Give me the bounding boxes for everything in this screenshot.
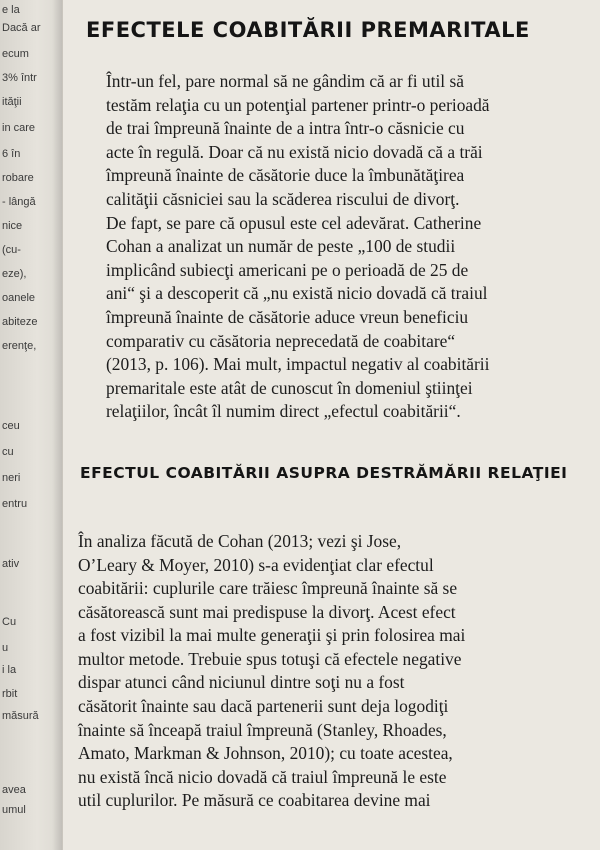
book-page	[78, 14, 576, 813]
text-line: de trai împreună înainte de a intra într-o căsnicie cu	[106, 118, 465, 139]
text-line: acte în regulă. Doar că nu există nicio dovadă că a trăi	[106, 141, 483, 162]
left-page-text-fragment: ativ	[2, 558, 20, 570]
left-page-text-fragment: nice	[2, 220, 23, 232]
left-page-text-fragment: avea	[2, 784, 26, 796]
paragraph-premarital-cohabitation	[106, 70, 576, 424]
left-page-text-fragment: ceu	[2, 420, 20, 432]
left-page-text-fragment: ităţii	[2, 96, 22, 108]
page-gutter-shadow	[52, 0, 62, 850]
left-page-text-fragment: rbit	[2, 688, 18, 700]
left-page-text-fragment: in care	[2, 122, 36, 134]
text-line: relaţiilor, încât îl numim direct „efectul coabitării“.	[106, 401, 461, 422]
left-page-text-fragment: umul	[2, 804, 26, 816]
text-line: În analiza făcută de Cohan (2013; vezi şi Jose,	[78, 530, 402, 551]
text-line: calităţii căsniciei sau la scăderea riscului de divorţ.	[106, 188, 460, 209]
left-page-text-fragment: Dacă ar	[2, 22, 41, 34]
left-page-text-fragment: neri	[2, 472, 21, 484]
text-line: O’Leary & Moyer, 2010) s-a evidenţiat clar efectul	[78, 554, 434, 575]
left-page-text-fragment: - lângă	[2, 196, 36, 208]
left-page-text-fragment: ecum	[2, 48, 29, 60]
left-page-text-fragment: Cu	[2, 616, 17, 628]
left-page-text-fragment: entru	[2, 498, 28, 510]
text-line: căsătorit înainte sau dacă partenerii sunt deja logodiţi	[78, 696, 449, 717]
section-heading-relationship-breakup: EFECTUL COABITĂRII ASUPRA DESTRĂMĂRII RELAŢIEI	[80, 463, 568, 482]
section-heading-premarital-cohabitation: EFECTELE COABITĂRII PREMARITALE	[86, 18, 530, 42]
left-page-text-fragment: e la	[2, 4, 20, 16]
text-line: dispar atunci când niciunul dintre soţi nu a fost	[78, 672, 405, 693]
left-page-text-fragment: erenţe,	[2, 340, 37, 352]
text-line: multor metode. Trebuie spus totuşi că efectele negative	[78, 648, 462, 669]
text-line: Cohan a analizat un număr de peste „100 de studii	[106, 236, 456, 257]
left-page-text-fragment: oanele	[2, 292, 36, 304]
left-page-text-fragment: eze),	[2, 268, 27, 280]
text-line: împreună înainte de căsătorie duce la îmbunătăţirea	[106, 165, 465, 186]
text-line: a fost vizibil la mai multe generaţii şi prin folosirea mai	[78, 625, 466, 646]
text-line: Amato, Markman & Johnson, 2010); cu toate acestea,	[78, 743, 453, 764]
text-line: împreună înainte de căsătorie aduce vreun beneficiu	[106, 306, 469, 327]
left-page-text-fragment: cu	[2, 446, 14, 458]
paragraph-relationship-breakup	[78, 530, 576, 813]
left-page-text-fragment: u	[2, 642, 9, 654]
left-page-text-fragment: 3% într	[2, 72, 37, 84]
text-line: premaritale este atât de cunoscut în domeniul ştiinţei	[106, 377, 473, 398]
left-page-text-fragment: robare	[2, 172, 34, 184]
left-page-text-fragment: măsură	[2, 710, 39, 722]
text-line: implicând subiecţi americani pe o perioadă de 25 de	[106, 259, 469, 280]
left-page-text-fragment: abiteze	[2, 316, 38, 328]
text-line: coabitării: cuplurile care trăiesc împreună înainte să se	[78, 578, 458, 599]
text-line: testăm relaţia cu un potenţial partener printr-o perioadă	[106, 94, 490, 115]
text-line: util cuplurilor. Pe măsură ce coabitarea devine mai	[78, 790, 431, 811]
text-line: nu există încă nicio dovadă că traiul împreună le este	[78, 766, 447, 787]
left-page-text-fragment: (cu-	[2, 244, 21, 256]
previous-page-edge	[0, 0, 63, 850]
text-line: Într-un fel, pare normal să ne gândim că ar fi util să	[106, 71, 464, 91]
text-line: De fapt, se pare că opusul este cel adevărat. Catherine	[106, 212, 482, 233]
text-line: înainte să înceapă traiul împreună (Stanley, Rhoades,	[78, 719, 447, 740]
text-line: căsătorească sunt mai predispuse la divorţ. Acest efect	[78, 601, 456, 622]
left-page-text-fragment: 6 în	[2, 148, 21, 160]
text-line: ani“ şi a descoperit că „nu există nicio dovadă că traiul	[106, 283, 488, 304]
text-line: (2013, p. 106). Mai mult, impactul negativ al coabitării	[106, 354, 490, 375]
text-line: comparativ cu căsătoria neprecedată de coabitare“	[106, 330, 456, 351]
left-page-text-fragment: i la	[2, 664, 17, 676]
